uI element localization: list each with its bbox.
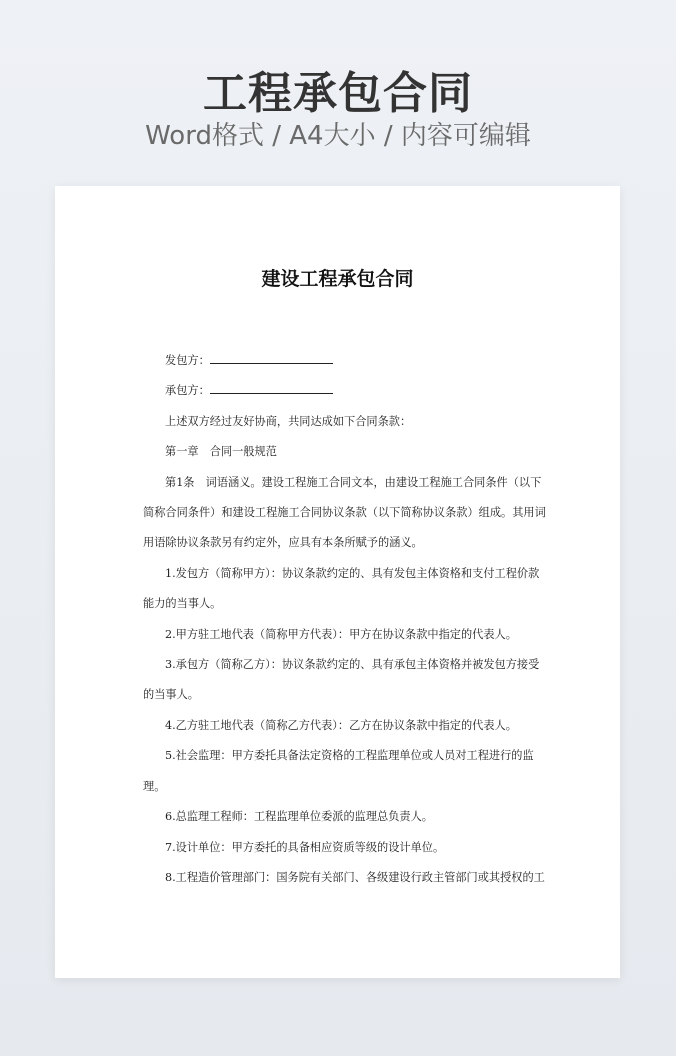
- document-body: [143, 346, 546, 893]
- chapter-heading: 第一章 合同一般规范: [165, 445, 277, 459]
- paragraph-line: 7.设计单位：甲方委托的具备相应资质等级的设计单位。: [165, 840, 445, 854]
- paragraph-line: 6.总监理工程师：工程监理单位委派的监理总负责人。: [165, 810, 433, 824]
- chengbaofang-blank: [210, 382, 333, 394]
- fabaofang-line: [143, 346, 533, 376]
- document-title: 建设工程承包合同: [261, 268, 414, 290]
- paragraph-line: 的当事人。: [143, 688, 199, 702]
- document-page: [55, 186, 620, 978]
- page-subtitle: Word格式 / A4大小 / 内容可编辑: [145, 121, 531, 151]
- chengbaofang-label: 承包方：: [165, 384, 210, 398]
- paragraph-line: 上述双方经过友好协商，共同达成如下合同条款：: [165, 414, 412, 428]
- paragraph-line: 能力的当事人。: [143, 597, 222, 611]
- paragraph-line: 用语除协议条款另有约定外，应具有本条所赋予的涵义。: [143, 536, 423, 550]
- paragraph-line: 2.甲方驻工地代表（简称甲方代表）：甲方在协议条款中指定的代表人。: [165, 627, 517, 641]
- page-title: 工程承包合同: [203, 68, 473, 119]
- paragraph-line: 5.社会监理：甲方委托具备法定资格的工程监理单位或人员对工程进行的监: [165, 749, 534, 763]
- paragraph-line: 4.乙方驻工地代表（简称乙方代表）：乙方在协议条款中指定的代表人。: [165, 718, 517, 732]
- fabaofang-label: 发包方：: [165, 354, 210, 367]
- paragraph-line: 理。: [143, 779, 166, 793]
- paragraph-line: 简称合同条件）和建设工程施工合同协议条款（以下简称协议条款）组成。其用词: [143, 506, 546, 520]
- paragraph-line: 3.承包方（简称乙方）：协议条款约定的、具有承包主体资格并被发包方接受: [165, 658, 540, 672]
- fabaofang-blank: [210, 352, 333, 364]
- chengbaofang-line: [143, 376, 533, 406]
- paragraph-line: 1.发包方（简称甲方）：协议条款约定的、具有发包主体资格和支付工程价款: [165, 566, 540, 580]
- paragraph-line: 第1条 词语涵义。建设工程施工合同文本，由建设工程施工合同条件（以下: [165, 475, 542, 489]
- paragraph-line: 8.工程造价管理部门：国务院有关部门、各级建设行政主管部门或其授权的工: [165, 870, 545, 884]
